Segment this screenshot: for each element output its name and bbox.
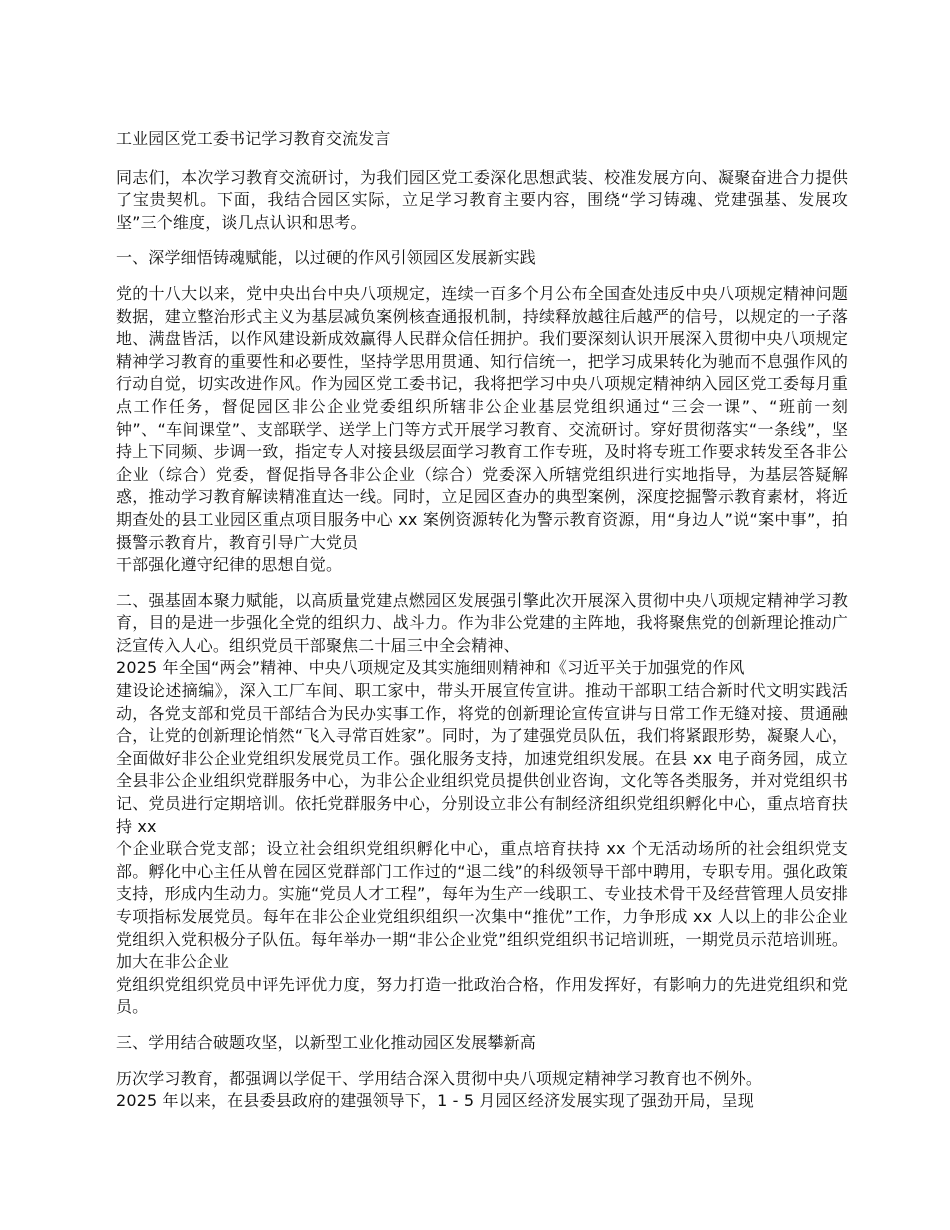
document-title: 工业园区党工委书记学习教育交流发言 bbox=[116, 129, 391, 148]
section-2-paragraph: 二、强基固本聚力赋能，以高质量党建点燃园区发展强引擎此次开展深入贯彻中央八项规定精神学习教育，目的是进一步强化全党的组织力、战斗力。作为非公党建的主阵地，我将聚焦党的创新理论推动广泛宣传入人心。组织党员干部聚焦二十届三中全会精神、 2025 年全国“两会”精神、中央八项规定及其实施细则精神和《习近平关于加强党的作风 建设论述摘编》，深入工厂车间、职工家中，带头开展宣传宣讲。推动干部职工结合新时代文明实践活动，各党支部和党员干部结合为民办实事工作，将党的创新理论宣传宣讲与日常工作无缝对接、贯通融合，让党的创新理论悄然“飞入寻常百姓家”。同时，为了建强党员队伍，我们将紧跟形势，凝聚人心，全面做好非公企业党组织发展党员工作。强化服务支持，加速党组织发展。在县 xx 电子商务园，成立全县非公企业组织党群服务中心，为非公企业组织党员提供创业咨询，文化等各类服务，并对党组织书记、党员进行定期培训。依托党群服务中心，分别设立非公有制经济组织党组织孵化中心，重点培育扶持 xx 个企业联合党支部；设立社会组织党组织孵化中心，重点培育扶持 xx 个无活动场所的社会组织党支部。孵化中心主任从曾在园区党群部门工作过的“退二线”的科级领导干部中聘用，专职专用。强化政策支持，形成内生动力。实施“党员人才工程”，每年为生产一线职工、专业技术骨干及经营管理人员安排专项指标发展党员。每年在非公企业党组织组织一次集中“推优”工作，力争形成 xx 人以上的非公企业党组织入党积极分子队伍。每年举办一期“非公企业党”组织党组织书记培训班，一期党员示范培训班。加大在非公企业 党组织党组织党员中评先评优力度，努力打造一批政治合格，作用发挥好，有影响力的先进党组织和党员。 bbox=[116, 590, 848, 1017]
document-page bbox=[116, 128, 848, 1126]
intro-paragraph: 同志们，本次学习教育交流研讨，为我们园区党工委深化思想武装、校准发展方向、凝聚奋进合力提供了宝贵契机。下面，我结合园区实际，立足学习教育主要内容，围绕“学习铸魂、党建强基、发展攻坚”三个维度，谈几点认识和思考。 bbox=[116, 167, 848, 232]
section-3-paragraph: 历次学习教育，都强调以学促干、学用结合深入贯彻中央八项规定精神学习教育也不例外。 2025 年以来，在县委县政府的建强领导下，1 - 5 月园区经济发展实现了强劲开局，呈现 bbox=[116, 1068, 763, 1111]
section-3-heading: 三、学用结合破题攻坚，以新型工业化推动园区发展攀新高 bbox=[116, 1032, 536, 1052]
section-1-heading: 一、深学细悟铸魂赋能，以过硬的作风引领园区发展新实践 bbox=[116, 248, 536, 268]
section-1-paragraph: 党的十八大以来，党中央出台中央八项规定，连续一百多个月公布全国查处违反中央八项规定精神问题数据，建立整治形式主义为基层减负案例核查通报机制，持续释放越往后越严的信号，以规定的一子落地、满盘皆活，以作风建设新成效赢得人民群众信任拥护。我们要深刻认识开展深入贯彻中央八项规定精神学习教育的重要性和必要性，坚持学思用贯通、知行信统一，把学习成果转化为驰而不息强作风的行动自觉，切实改进作风。作为园区党工委书记，我将把学习中央八项规定精神纳入园区党工委每月重点工作任务，督促园区非公企业党委组织所辖非公企业基层党组织通过“三会一课”、“班前一刻钟”、“车间课堂”、支部联学、送学上门等方式开展学习教育、交流研讨。穿好贯彻落实“一条线”，坚持上下同频、步调一致，指定专人对接县级层面学习教育工作专班，及时将专班工作要求转发至各非公企业（综合）党委，督促指导各非公企业（综合）党委深入所辖党组织进行实地指导，为基层答疑解惑，推动学习教育解读精准直达一线。同时，立足园区查办的典型案例，深度挖掘警示教育素材，将近期查处的县工业园区重点项目服务中心 xx 案例资源转化为警示教育资源，用“身边人”说“案中事”，拍摄警示教育片，教育引导广大党员 干部强化遵守纪律的思想自觉。 bbox=[116, 283, 848, 575]
